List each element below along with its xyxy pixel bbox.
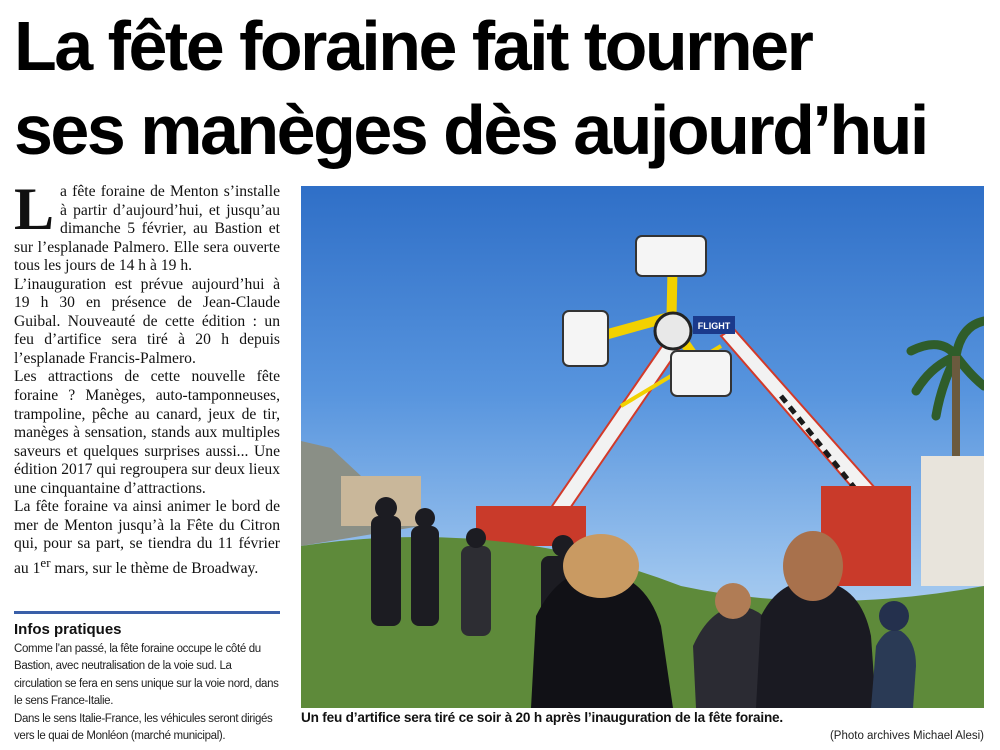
article-paragraph-2: L’inauguration est prévue aujourd’hui à 19 h 30 en présence de Jean-Claude Guibal. Nouveauté de cette édition : un feu d’artifice sera tiré à 20 h depuis l’esplanade Francis-Palmero. [14,275,280,367]
article-paragraph-4-text-a: La fête foraine va ainsi animer le bord de mer de Menton jusqu’à la Fête du Citron qui, pour sa part, se tiendra du 11 février au 1 [14,498,280,578]
headline-line-1: La fête foraine fait tourner [14,7,812,85]
photo-caption: Un feu d’artifice sera tiré ce soir à 20 h après l’inauguration de la fête foraine. [301,710,783,725]
building-right [921,456,984,586]
infos-paragraph-1: Comme l’an passé, la fête foraine occupe le côté du Bastion, avec neutralisation de la voie sud. La circulation se fera en sens unique sur la voie nord, dans le sens France-Italie. [14,643,279,708]
sign-text: FLIGHT [697,321,731,331]
flight-sign [693,316,735,334]
article-paragraph-4-text-b: mars, sur le thème de Broadway. [50,560,259,578]
article-paragraph-1-text: a fête foraine de Menton s’installe à partir d’aujourd’hui, et jusqu’au dimanche 5 février, au Bastion et sur l’esplanade Palmero. Elle sera ouverte tous les jours de 14 h à 19 h. [14,183,280,275]
infos-title: Infos pratiques [14,621,122,638]
article-paragraph-4 [14,498,280,578]
article-paragraph-3: Les attractions de cette nouvelle fête foraine ? Manèges, auto-tamponneuses, trampoline, pêche au canard, jeux de tir, manèges à sensation, stands aux multiples saveurs et quelques surprises aussi... Une édition 2017 qui regroupera sur deux lieux une cinquantaine d’attractions. [14,368,280,497]
photo-credit: (Photo archives Michael Alesi) [829,730,984,742]
section-divider [14,611,280,614]
article-paragraph-1 [14,176,280,276]
infos-body [14,641,282,745]
fairground-photo [301,186,984,708]
infos-paragraph-2: Dans le sens Italie-France, les véhicules seront dirigés vers le quai de Monléon (marché municipal). [14,712,273,743]
headline-line-2: ses manèges dès aujourd’hui [14,91,927,169]
fairground-illustration [301,186,984,708]
headline [14,4,994,172]
article-body [14,176,280,579]
ordinal-superscript: er [40,554,51,570]
drop-cap: L [14,176,55,242]
